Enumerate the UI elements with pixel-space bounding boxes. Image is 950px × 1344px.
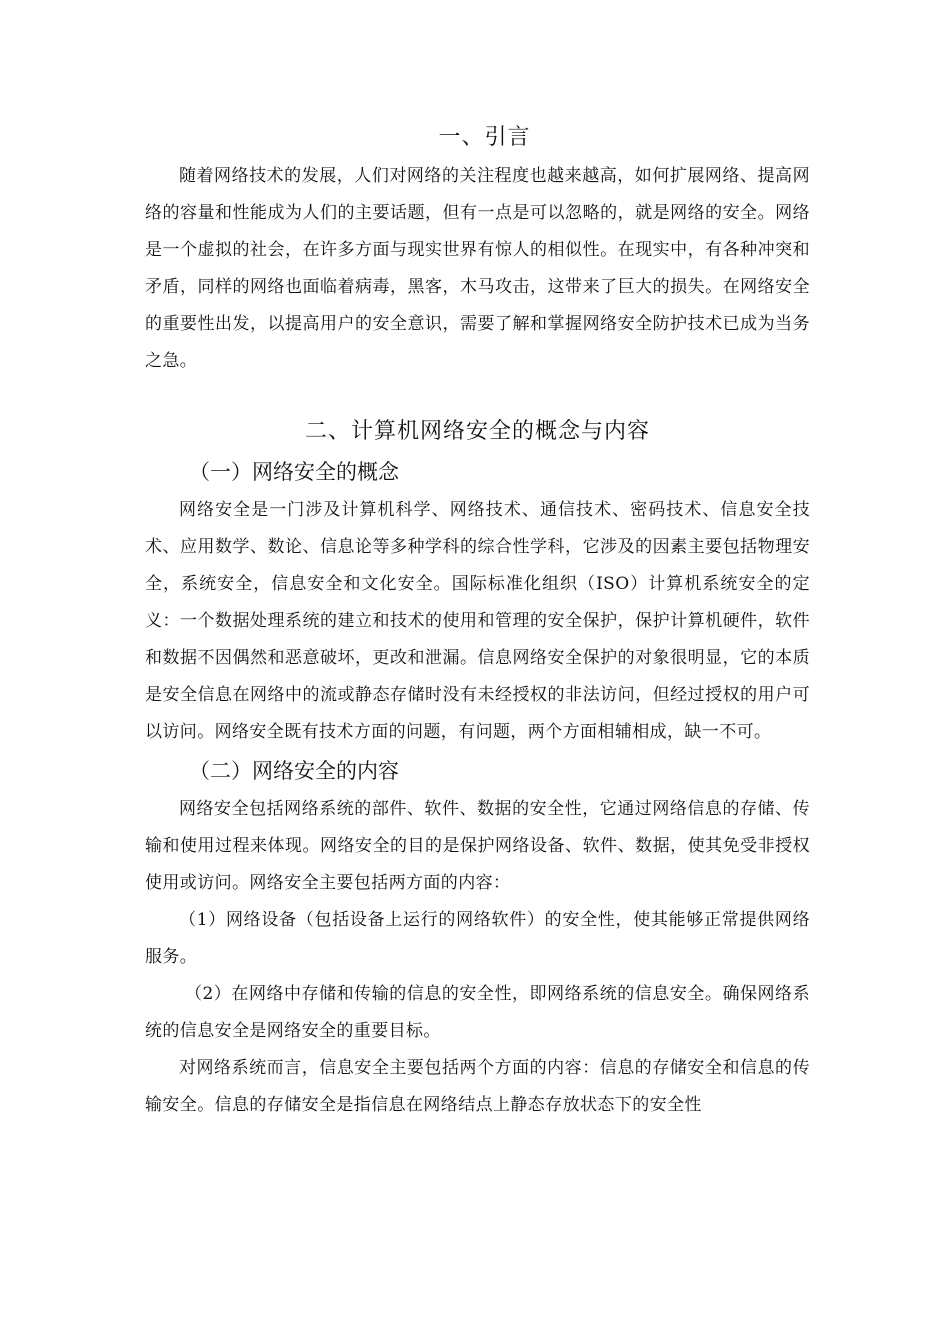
subsection-heading-content: （二）网络安全的内容	[189, 759, 399, 783]
content-paragraph-item-1: （1）网络设备（包括设备上运行的网络软件）的安全性，使其能够正常提供网络服务。	[145, 910, 810, 967]
section-heading-network-security: 二、计算机网络安全的概念与内容	[304, 419, 650, 444]
concept-paragraph: 网络安全是一门涉及计算机科学、网络技术、通信技术、密码技术、信息安全技术、应用数学、数论、信息论等多种学科的综合性学科，它涉及的因素主要包括物理安全，系统安全，信息安全和文化安全。国际标准化组织（ISO）计算机系统安全的定义：一个数据处理系统的建立和技术的使用和管理的安全保护，保护计算机硬件，软件和数据不因偶然和恶意破坏，更改和泄漏。信息网络安全保护的对象很明显，它的本质是安全信息在网络中的流或静态存储时没有未经授权的非法访问，但经过授权的用户可以访问。网络安全既有技术方面的问题，有问题，两个方面相辅相成，缺一不可。	[145, 500, 810, 742]
introduction-paragraph: 随着网络技术的发展，人们对网络的关注程度也越来越高，如何扩展网络、提高网络的容量和性能成为人们的主要话题，但有一点是可以忽略的，就是网络的安全。网络是一个虚拟的社会，在许多方面与现实世界有惊人的相似性。在现实中，有各种冲突和矛盾，同样的网络也面临着病毒，黑客，木马攻击，这带来了巨大的损失。在网络安全的重要性出发，以提高用户的安全意识，需要了解和掌握网络安全防护技术已成为当务之急。	[145, 166, 810, 371]
document-body	[145, 118, 810, 1124]
content-paragraph-item-2: （2）在网络中存储和传输的信息的安全性，即网络系统的信息安全。确保网络系统的信息安全是网络安全的重要目标。	[145, 984, 810, 1041]
content-paragraph-information-security: 对网络系统而言，信息安全主要包括两个方面的内容：信息的存储安全和信息的传输安全。信息的存储安全是指信息在网络结点上静态存放状态下的安全性	[145, 1058, 810, 1115]
subsection-heading-concept: （一）网络安全的概念	[189, 460, 399, 484]
section-heading-introduction: 一、引言	[438, 125, 531, 150]
content-paragraph-intro: 网络安全包括网络系统的部件、软件、数据的安全性，它通过网络信息的存储、传输和使用过程来体现。网络安全的目的是保护网络设备、软件、数据，使其免受非授权使用或访问。网络安全主要包括两方面的内容：	[145, 799, 810, 893]
